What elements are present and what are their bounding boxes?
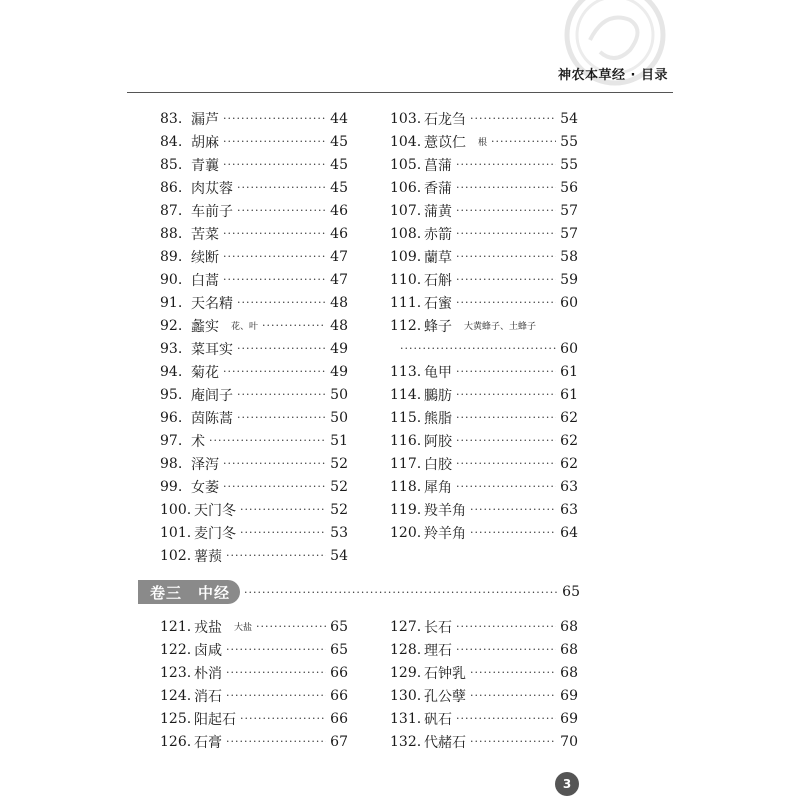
entry-page: 47 bbox=[330, 248, 348, 265]
entry-page: 58 bbox=[560, 248, 578, 265]
entry-number: 90. bbox=[160, 271, 183, 288]
leader-dots bbox=[456, 227, 556, 240]
entry-number: 99. bbox=[160, 478, 183, 495]
toc-entry bbox=[160, 684, 348, 707]
leader-dots bbox=[400, 342, 556, 355]
toc-entry bbox=[160, 429, 348, 452]
entry-page: 68 bbox=[560, 641, 578, 658]
entry-page: 52 bbox=[330, 478, 348, 495]
entry-name: 鵩肪 bbox=[424, 387, 452, 404]
entry-number: 106. bbox=[390, 179, 422, 196]
toc-entry bbox=[390, 730, 578, 753]
entry-number: 129. bbox=[390, 664, 422, 681]
entry-page: 69 bbox=[560, 710, 578, 727]
entry-number: 125. bbox=[160, 710, 192, 727]
toc-entry-continued bbox=[390, 337, 578, 360]
entry-number: 91. bbox=[160, 294, 183, 311]
leader-dots bbox=[456, 158, 556, 171]
section-heading bbox=[138, 580, 580, 604]
entry-name: 薯蓣 bbox=[194, 548, 222, 565]
leader-dots bbox=[237, 296, 326, 309]
toc-entry bbox=[160, 268, 348, 291]
entry-page: 66 bbox=[330, 687, 348, 704]
entry-name: 长石 bbox=[424, 619, 452, 636]
leader-dots bbox=[470, 526, 556, 539]
toc-entry bbox=[390, 429, 578, 452]
toc-left-column-b bbox=[160, 615, 348, 753]
entry-number: 105. bbox=[390, 156, 422, 173]
toc-right-column-a bbox=[390, 107, 578, 544]
entry-name: 龟甲 bbox=[424, 364, 452, 381]
toc-entry bbox=[390, 314, 578, 337]
leader-dots bbox=[470, 666, 556, 679]
leader-dots bbox=[223, 480, 326, 493]
toc-entry bbox=[160, 475, 348, 498]
leader-dots bbox=[237, 388, 326, 401]
toc-entry bbox=[390, 222, 578, 245]
entry-note: 大盐 bbox=[234, 623, 253, 633]
leader-dots bbox=[226, 666, 326, 679]
entry-page: 50 bbox=[330, 409, 348, 426]
leader-dots bbox=[237, 342, 326, 355]
entry-page: 65 bbox=[330, 641, 348, 658]
leader-dots bbox=[226, 689, 326, 702]
entry-number: 88. bbox=[160, 225, 183, 242]
entry-number: 117. bbox=[390, 455, 422, 472]
leader-dots bbox=[456, 411, 556, 424]
entry-page: 62 bbox=[560, 455, 578, 472]
entry-name: 续断 bbox=[191, 249, 219, 266]
leader-dots bbox=[470, 503, 556, 516]
entry-name: 石蜜 bbox=[424, 295, 452, 312]
entry-page: 46 bbox=[330, 225, 348, 242]
entry-page: 57 bbox=[560, 202, 578, 219]
entry-page: 54 bbox=[330, 547, 348, 564]
entry-number: 94. bbox=[160, 363, 183, 380]
entry-name: 女萎 bbox=[191, 479, 219, 496]
entry-page: 60 bbox=[560, 294, 578, 311]
entry-name: 天门冬 bbox=[194, 502, 236, 519]
entry-page: 57 bbox=[560, 225, 578, 242]
header-rule bbox=[127, 92, 673, 93]
entry-note: 根 bbox=[478, 138, 488, 148]
toc-entry bbox=[160, 638, 348, 661]
toc-entry bbox=[160, 153, 348, 176]
leader-dots bbox=[456, 388, 556, 401]
leader-dots bbox=[456, 434, 556, 447]
entry-number: 107. bbox=[390, 202, 422, 219]
page-number-badge: 3 bbox=[555, 772, 579, 796]
entry-number: 110. bbox=[390, 271, 422, 288]
entry-number: 112. bbox=[390, 317, 422, 334]
entry-number: 95. bbox=[160, 386, 183, 403]
entry-name: 戎盐 bbox=[194, 619, 222, 636]
entry-page: 47 bbox=[330, 271, 348, 288]
entry-page: 62 bbox=[560, 432, 578, 449]
entry-number: 127. bbox=[390, 618, 422, 635]
entry-page: 66 bbox=[330, 710, 348, 727]
entry-number: 121. bbox=[160, 618, 192, 635]
entry-name: 羚羊角 bbox=[424, 525, 466, 542]
entry-number: 83. bbox=[160, 110, 183, 127]
entry-name: 茵陈蒿 bbox=[191, 410, 233, 427]
leader-dots bbox=[240, 503, 326, 516]
leader-dots bbox=[456, 620, 556, 633]
entry-name: 羖羊角 bbox=[424, 502, 466, 519]
entry-number: 123. bbox=[160, 664, 192, 681]
entry-note: 大黄蜂子、土蜂子 bbox=[464, 322, 537, 332]
entry-page: 55 bbox=[560, 133, 578, 150]
toc-entry bbox=[160, 291, 348, 314]
entry-name: 白胶 bbox=[424, 456, 452, 473]
toc-entry bbox=[160, 661, 348, 684]
entry-name: 漏芦 bbox=[191, 111, 219, 128]
entry-number: 118. bbox=[390, 478, 422, 495]
entry-page: 62 bbox=[560, 409, 578, 426]
leader-dots bbox=[223, 158, 326, 171]
entry-number: 104. bbox=[390, 133, 422, 150]
leader-dots bbox=[456, 457, 556, 470]
entry-name: 石钟乳 bbox=[424, 665, 466, 682]
toc-entry bbox=[160, 707, 348, 730]
entry-number: 100. bbox=[160, 501, 192, 518]
entry-number: 97. bbox=[160, 432, 183, 449]
entry-page: 56 bbox=[560, 179, 578, 196]
entry-name: 香蒲 bbox=[424, 180, 452, 197]
leader-dots bbox=[470, 112, 556, 125]
entry-name: 蜂子 bbox=[424, 318, 452, 335]
entry-number: 93. bbox=[160, 340, 183, 357]
toc-entry bbox=[160, 452, 348, 475]
entry-name: 胡麻 bbox=[191, 134, 219, 151]
toc-entry bbox=[160, 383, 348, 406]
entry-page: 48 bbox=[330, 317, 348, 334]
entry-name: 菖蒲 bbox=[424, 157, 452, 174]
leader-dots bbox=[456, 365, 556, 378]
entry-page: 45 bbox=[330, 179, 348, 196]
toc-entry bbox=[390, 638, 578, 661]
entry-name: 肉苁蓉 bbox=[191, 180, 233, 197]
leader-dots bbox=[456, 643, 556, 656]
entry-page: 61 bbox=[560, 386, 578, 403]
entry-page: 52 bbox=[330, 455, 348, 472]
entry-number: 103. bbox=[390, 110, 422, 127]
leader-dots bbox=[223, 135, 326, 148]
entry-name: 庵闾子 bbox=[191, 387, 233, 404]
toc-entry bbox=[390, 615, 578, 638]
toc-entry bbox=[160, 406, 348, 429]
entry-name: 熊脂 bbox=[424, 410, 452, 427]
entry-page: 69 bbox=[560, 687, 578, 704]
leader-dots bbox=[244, 586, 558, 599]
toc-entry bbox=[160, 615, 348, 638]
toc-entry bbox=[160, 521, 348, 544]
entry-name: 蒲黄 bbox=[424, 203, 452, 220]
entry-page: 61 bbox=[560, 363, 578, 380]
toc-entry bbox=[390, 452, 578, 475]
toc-entry bbox=[390, 268, 578, 291]
leader-dots bbox=[456, 296, 556, 309]
entry-number: 84. bbox=[160, 133, 183, 150]
entry-page: 59 bbox=[560, 271, 578, 288]
entry-name: 理石 bbox=[424, 642, 452, 659]
toc-entry bbox=[160, 498, 348, 521]
entry-number: 128. bbox=[390, 641, 422, 658]
entry-number: 87. bbox=[160, 202, 183, 219]
leader-dots bbox=[470, 689, 556, 702]
entry-name: 青蘘 bbox=[191, 157, 219, 174]
entry-page: 44 bbox=[330, 110, 348, 127]
toc-entry bbox=[160, 337, 348, 360]
entry-name: 石膏 bbox=[194, 734, 222, 751]
entry-number: 132. bbox=[390, 733, 422, 750]
entry-name: 蘭草 bbox=[424, 249, 452, 266]
entry-name: 犀角 bbox=[424, 479, 452, 496]
leader-dots bbox=[240, 526, 326, 539]
entry-page: 49 bbox=[330, 363, 348, 380]
entry-name: 麦门冬 bbox=[194, 525, 236, 542]
section-title: 卷三 中经 bbox=[138, 580, 240, 604]
entry-number: 96. bbox=[160, 409, 183, 426]
toc-entry bbox=[390, 707, 578, 730]
toc-entry bbox=[390, 130, 578, 153]
entry-number: 89. bbox=[160, 248, 183, 265]
entry-page: 53 bbox=[330, 524, 348, 541]
entry-name: 消石 bbox=[194, 688, 222, 705]
entry-page: 49 bbox=[330, 340, 348, 357]
leader-dots bbox=[223, 457, 326, 470]
entry-page: 63 bbox=[560, 501, 578, 518]
leader-dots bbox=[223, 273, 326, 286]
entry-number: 115. bbox=[390, 409, 422, 426]
toc-entry bbox=[160, 360, 348, 383]
entry-name: 矾石 bbox=[424, 711, 452, 728]
toc-entry bbox=[160, 199, 348, 222]
entry-name: 蠡实 bbox=[191, 318, 219, 335]
entry-name: 术 bbox=[191, 433, 205, 450]
leader-dots bbox=[223, 365, 326, 378]
leader-dots bbox=[223, 112, 326, 125]
entry-name: 白蒿 bbox=[191, 272, 219, 289]
entry-page: 51 bbox=[330, 432, 348, 449]
leader-dots bbox=[226, 643, 326, 656]
entry-page: 50 bbox=[330, 386, 348, 403]
entry-number: 108. bbox=[390, 225, 422, 242]
entry-number: 114. bbox=[390, 386, 422, 403]
entry-page: 54 bbox=[560, 110, 578, 127]
entry-page: 66 bbox=[330, 664, 348, 681]
toc-entry bbox=[160, 730, 348, 753]
leader-dots bbox=[226, 735, 326, 748]
entry-number: 119. bbox=[390, 501, 422, 518]
entry-page: 70 bbox=[560, 733, 578, 750]
toc-entry bbox=[390, 291, 578, 314]
entry-name: 石龙刍 bbox=[424, 111, 466, 128]
toc-entry bbox=[390, 107, 578, 130]
entry-name: 阳起石 bbox=[194, 711, 236, 728]
leader-dots bbox=[237, 181, 326, 194]
entry-name: 苦菜 bbox=[191, 226, 219, 243]
section-page: 65 bbox=[562, 584, 580, 600]
entry-number: 86. bbox=[160, 179, 183, 196]
leader-dots bbox=[456, 250, 556, 263]
entry-name: 天名精 bbox=[191, 295, 233, 312]
leader-dots bbox=[456, 181, 556, 194]
toc-entry bbox=[160, 222, 348, 245]
toc-entry bbox=[390, 521, 578, 544]
entry-name: 朴消 bbox=[194, 665, 222, 682]
leader-dots bbox=[456, 273, 556, 286]
entry-number: 130. bbox=[390, 687, 422, 704]
toc-entry bbox=[160, 176, 348, 199]
toc-entry bbox=[390, 360, 578, 383]
toc-entry bbox=[160, 130, 348, 153]
leader-dots bbox=[223, 250, 326, 263]
entry-number: 113. bbox=[390, 363, 422, 380]
leader-dots bbox=[262, 319, 326, 332]
leader-dots bbox=[256, 620, 326, 633]
running-header: 神农本草经 · 目录 bbox=[558, 68, 668, 83]
entry-number: 111. bbox=[390, 294, 422, 311]
leader-dots bbox=[240, 712, 326, 725]
entry-page: 52 bbox=[330, 501, 348, 518]
entry-page: 65 bbox=[330, 618, 348, 635]
toc-right-column-b bbox=[390, 615, 578, 753]
leader-dots bbox=[223, 227, 326, 240]
entry-number: 85. bbox=[160, 156, 183, 173]
entry-number: 102. bbox=[160, 547, 192, 564]
entry-number: 124. bbox=[160, 687, 192, 704]
leader-dots bbox=[209, 434, 326, 447]
entry-page: 48 bbox=[330, 294, 348, 311]
entry-name: 石斛 bbox=[424, 272, 452, 289]
entry-page: 67 bbox=[330, 733, 348, 750]
toc-entry bbox=[160, 544, 348, 567]
entry-name: 赤箭 bbox=[424, 226, 452, 243]
entry-page: 46 bbox=[330, 202, 348, 219]
toc-entry bbox=[390, 406, 578, 429]
entry-page: 45 bbox=[330, 156, 348, 173]
entry-number: 120. bbox=[390, 524, 422, 541]
entry-name: 薏苡仁 bbox=[424, 134, 466, 151]
toc-entry bbox=[390, 245, 578, 268]
toc-entry bbox=[390, 475, 578, 498]
leader-dots bbox=[237, 411, 326, 424]
toc-entry bbox=[390, 498, 578, 521]
entry-number: 98. bbox=[160, 455, 183, 472]
entry-number: 126. bbox=[160, 733, 192, 750]
leader-dots bbox=[456, 204, 556, 217]
toc-entry bbox=[390, 153, 578, 176]
entry-page: 64 bbox=[560, 524, 578, 541]
entry-number: 131. bbox=[390, 710, 422, 727]
entry-page: 60 bbox=[560, 340, 578, 357]
leader-dots bbox=[470, 735, 556, 748]
entry-name: 代赭石 bbox=[424, 734, 466, 751]
entry-page: 45 bbox=[330, 133, 348, 150]
toc-entry bbox=[160, 107, 348, 130]
entry-page: 63 bbox=[560, 478, 578, 495]
leader-dots bbox=[237, 204, 326, 217]
entry-page: 55 bbox=[560, 156, 578, 173]
entry-number: 101. bbox=[160, 524, 192, 541]
entry-name: 菜耳实 bbox=[191, 341, 233, 358]
toc-entry bbox=[390, 684, 578, 707]
entry-number: 92. bbox=[160, 317, 183, 334]
entry-name: 泽泻 bbox=[191, 456, 219, 473]
leader-dots bbox=[456, 712, 556, 725]
toc-entry bbox=[160, 245, 348, 268]
toc-entry bbox=[390, 383, 578, 406]
entry-name: 阿胶 bbox=[424, 433, 452, 450]
entry-name: 卤咸 bbox=[194, 642, 222, 659]
leader-dots bbox=[226, 549, 326, 562]
toc-entry bbox=[390, 661, 578, 684]
entry-number: 122. bbox=[160, 641, 192, 658]
entry-page: 68 bbox=[560, 618, 578, 635]
leader-dots bbox=[491, 135, 556, 148]
entry-name: 孔公孽 bbox=[424, 688, 466, 705]
entry-number: 116. bbox=[390, 432, 422, 449]
toc-left-column-a bbox=[160, 107, 348, 567]
entry-page: 68 bbox=[560, 664, 578, 681]
entry-note: 花、叶 bbox=[231, 322, 259, 332]
entry-name: 菊花 bbox=[191, 364, 219, 381]
entry-number: 109. bbox=[390, 248, 422, 265]
toc-entry bbox=[390, 199, 578, 222]
toc-entry bbox=[160, 314, 348, 337]
entry-name: 车前子 bbox=[191, 203, 233, 220]
toc-entry bbox=[390, 176, 578, 199]
leader-dots bbox=[456, 480, 556, 493]
